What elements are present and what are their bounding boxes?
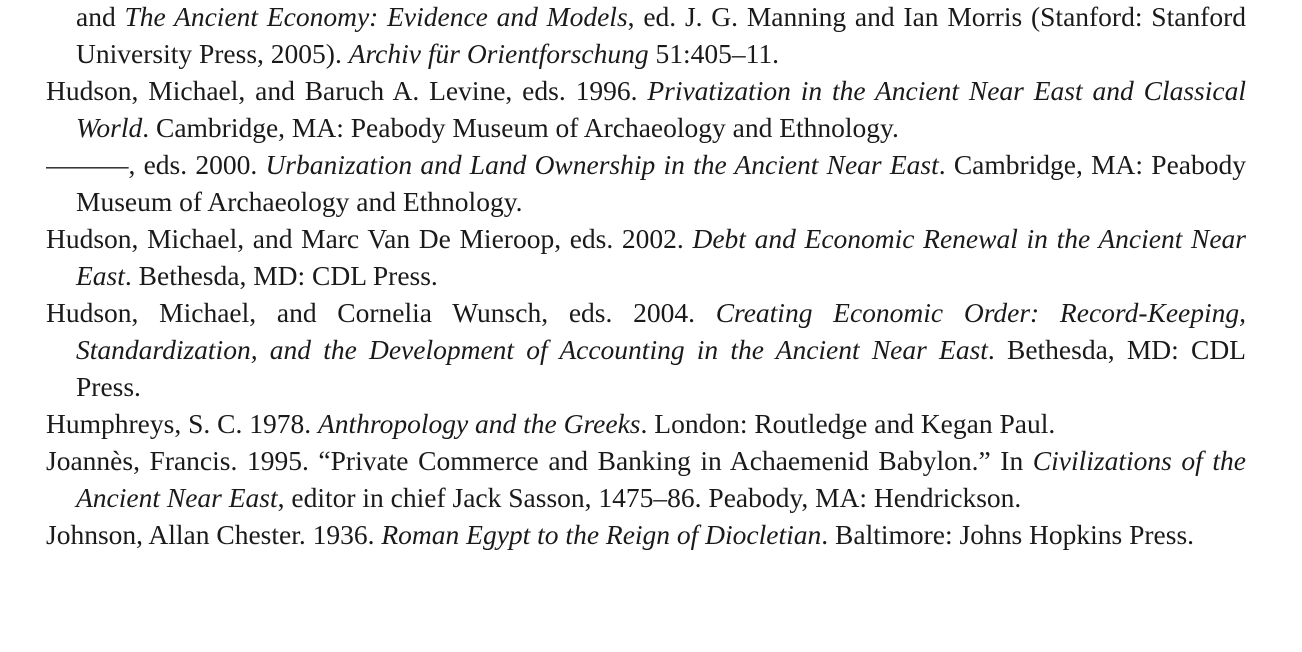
reference-entry-humphreys-1978 xyxy=(46,405,1246,442)
citation-text: . Baltimore: Johns Hopkins Press. xyxy=(821,519,1195,550)
title-italic: Urbanization and Land Ownership in the Ancient Near East xyxy=(265,149,939,180)
title-italic: Civilizations of the Ancient Near East xyxy=(76,445,1246,513)
title-italic: Roman Egypt to the Reign of Diocletian xyxy=(381,519,822,550)
citation-text: 51:405–11. xyxy=(648,38,779,69)
citation-text: Hudson, Michael, and Marc Van De Mieroop, eds. 2002. xyxy=(46,223,693,254)
title-italic: Anthropology and the Greeks xyxy=(317,408,641,439)
citation-text: and xyxy=(76,1,125,32)
title-italic: The Ancient Economy: Evidence and Models xyxy=(124,1,628,32)
citation-text: , ed. J. G. Manning and Ian Morris (Stanford: Stanford University Press, 2005). xyxy=(76,1,1246,69)
reference-entry-joannes-1995 xyxy=(46,442,1246,516)
citation-text: Joannès, Francis. 1995. “Private Commerce and Banking in Achaemenid Babylon.” In xyxy=(46,445,1033,476)
citation-text: . London: Routledge and Kegan Paul. xyxy=(640,408,1056,439)
citation-text: Hudson, Michael, and Baruch A. Levine, eds. 1996. xyxy=(46,75,648,106)
citation-text: Johnson, Allan Chester. 1936. xyxy=(46,519,382,550)
citation-text: . Bethesda, MD: CDL Press. xyxy=(124,260,438,291)
title-italic: Creating Economic Order: Record-Keeping, Standardization, and the Development of Accounting in the Ancient Near East xyxy=(76,297,1246,365)
reference-entry-johnson-1936 xyxy=(46,516,1246,553)
citation-text: Humphreys, S. C. 1978. xyxy=(46,408,318,439)
bibliography-page xyxy=(46,0,1246,652)
citation-text: Hudson, Michael, and Cornelia Wunsch, eds. 2004. xyxy=(46,297,716,328)
citation-text: . Bethesda, MD: CDL Press. xyxy=(76,334,1246,402)
citation-text: , editor in chief Jack Sasson, 1475–86. Peabody, MA: Hendrickson. xyxy=(277,482,1022,513)
title-italic: Archiv für Orientforschung xyxy=(348,38,649,69)
reference-entry-hudson-van-de-mieroop-2002 xyxy=(46,220,1246,294)
reference-entry-hudson-levine-1996 xyxy=(46,72,1246,146)
reference-entry-hudson-wunsch-2004 xyxy=(46,294,1246,405)
reference-entry-continued xyxy=(46,0,1246,72)
reference-entry-hudson-2000 xyxy=(46,146,1246,220)
citation-text: . Cambridge, MA: Peabody Museum of Archaeology and Ethnology. xyxy=(142,112,899,143)
title-italic: Privatization in the Ancient Near East and Classical World xyxy=(76,75,1246,143)
citation-text: . Cambridge, MA: Peabody Museum of Archaeology and Ethnology. xyxy=(76,149,1246,217)
title-italic: Debt and Economic Renewal in the Ancient Near East xyxy=(76,223,1246,291)
citation-text: ———, eds. 2000. xyxy=(46,149,266,180)
